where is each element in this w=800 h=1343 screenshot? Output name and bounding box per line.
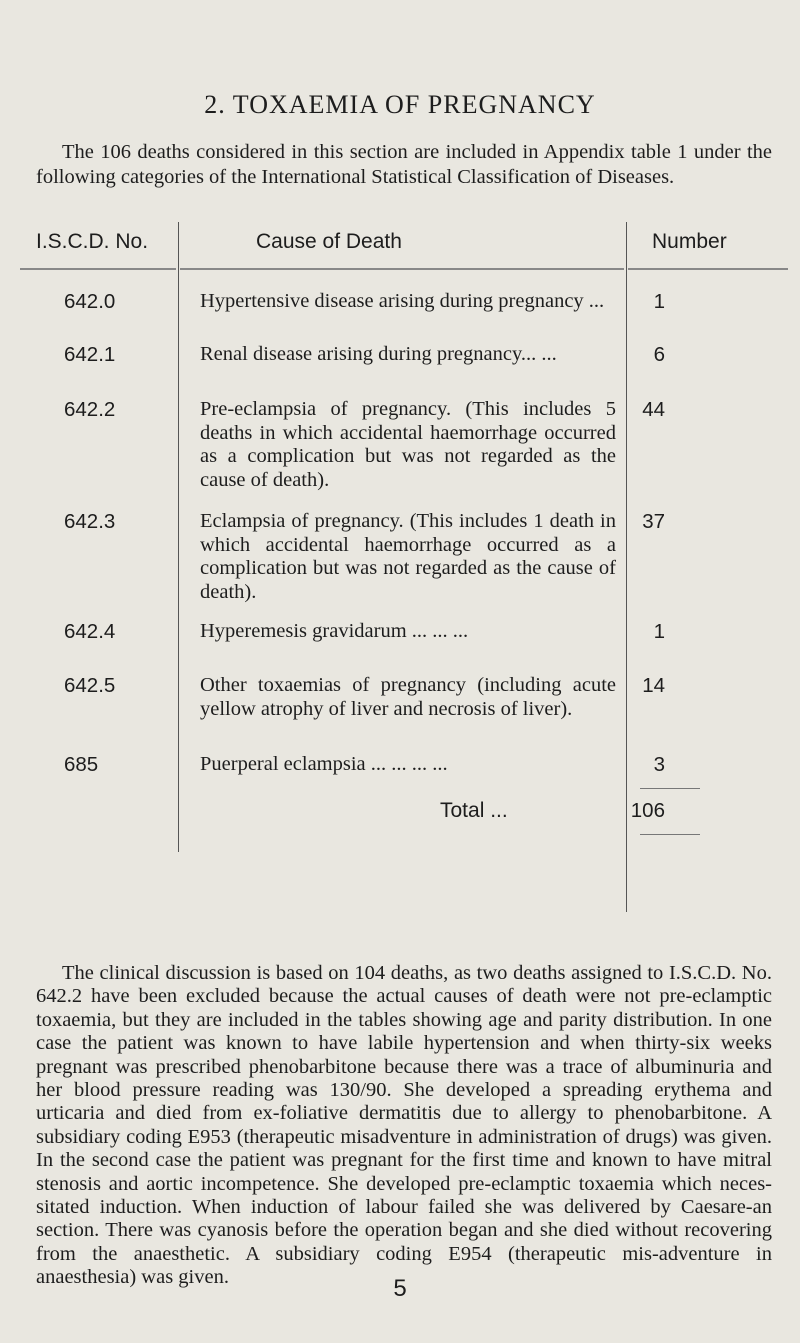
row-code: 685	[64, 753, 99, 776]
header-rule	[20, 268, 176, 270]
sum-rule	[640, 834, 700, 835]
row-code: 642.1	[64, 343, 116, 366]
header-code: I.S.C.D. No.	[36, 230, 149, 253]
total-value: 106	[630, 799, 665, 822]
row-cause: Other toxaemias of pregnancy (including acute yellow atrophy of liver and necrosis of liver).	[200, 674, 616, 720]
page-number: 5	[393, 1275, 407, 1302]
section-heading: 2. TOXAEMIA OF PREGNANCY	[204, 90, 596, 119]
row-number: 3	[653, 753, 665, 776]
total-label: Total ...	[440, 799, 508, 822]
row-number: 14	[642, 674, 665, 697]
column-divider	[178, 222, 179, 852]
row-number: 37	[642, 510, 665, 533]
row-number: 6	[653, 343, 665, 366]
sum-rule	[640, 788, 700, 789]
row-number: 1	[653, 290, 665, 313]
classification-table	[0, 222, 800, 922]
row-code: 642.0	[64, 290, 116, 313]
header-cause: Cause of Death	[256, 230, 402, 253]
row-code: 642.3	[64, 510, 116, 533]
header-number: Number	[652, 230, 727, 253]
row-code: 642.2	[64, 398, 116, 421]
row-code: 642.5	[64, 674, 116, 697]
row-cause: Puerperal eclampsia ... ... ... ...	[200, 753, 448, 775]
intro-paragraph: The 106 deaths considered in this section are included in Appendix table 1 under the following categories of the International Statistical Classification of Diseases.	[36, 141, 772, 188]
row-number: 1	[653, 620, 665, 643]
header-rule	[180, 268, 624, 270]
header-rule	[628, 268, 788, 270]
row-cause: Hyperemesis gravidarum ... ... ...	[200, 620, 469, 642]
row-cause: Hypertensive disease arising during pregnancy ...	[200, 290, 605, 312]
discussion-paragraph: The clinical discussion is based on 104 deaths, as two deaths assigned to I.S.C.D. No. 642.2 have been excluded because the actual causes of death were not pre-eclamptic toxaemia, but they are included in the tables showing age and parity distribution. In one case the patient was known to have labile hypertension and when thirty-six weeks pregnant was prescribed phenobarbitone because there was a trace of albuminuria and her blood pressure reading was 130/90. She developed a spreading erythema and urticaria and died from ex-foliative dermatitis due to allergy to phenobarbitone. A subsidiary coding E953 (therapeutic misadventure in administration of drugs) was given. In the second case the patient was pregnant for the first time and known to have mitral stenosis and aortic incompetence. She developed pre-eclamptic toxaemia which neces-sitated induction. When induction of labour failed she was delivered by Caesare-an section. There was cyanosis before the operation began and she died without recovering from the anaesthetic. A subsidiary coding E954 (therapeutic mis-adventure in anaesthesia) was given.	[36, 962, 772, 1289]
row-cause: Pre-eclampsia of pregnancy. (This includes 5 deaths in which accidental haemorrhage occurred as a complication but was not regarded as the cause of death).	[200, 398, 616, 491]
row-cause: Renal disease arising during pregnancy... ...	[200, 343, 557, 365]
row-cause: Eclampsia of pregnancy. (This includes 1 death in which accidental haemorrhage occurred as a complication but was not regarded as the cause of death).	[200, 510, 616, 603]
row-code: 642.4	[64, 620, 116, 643]
row-number: 44	[642, 398, 665, 421]
